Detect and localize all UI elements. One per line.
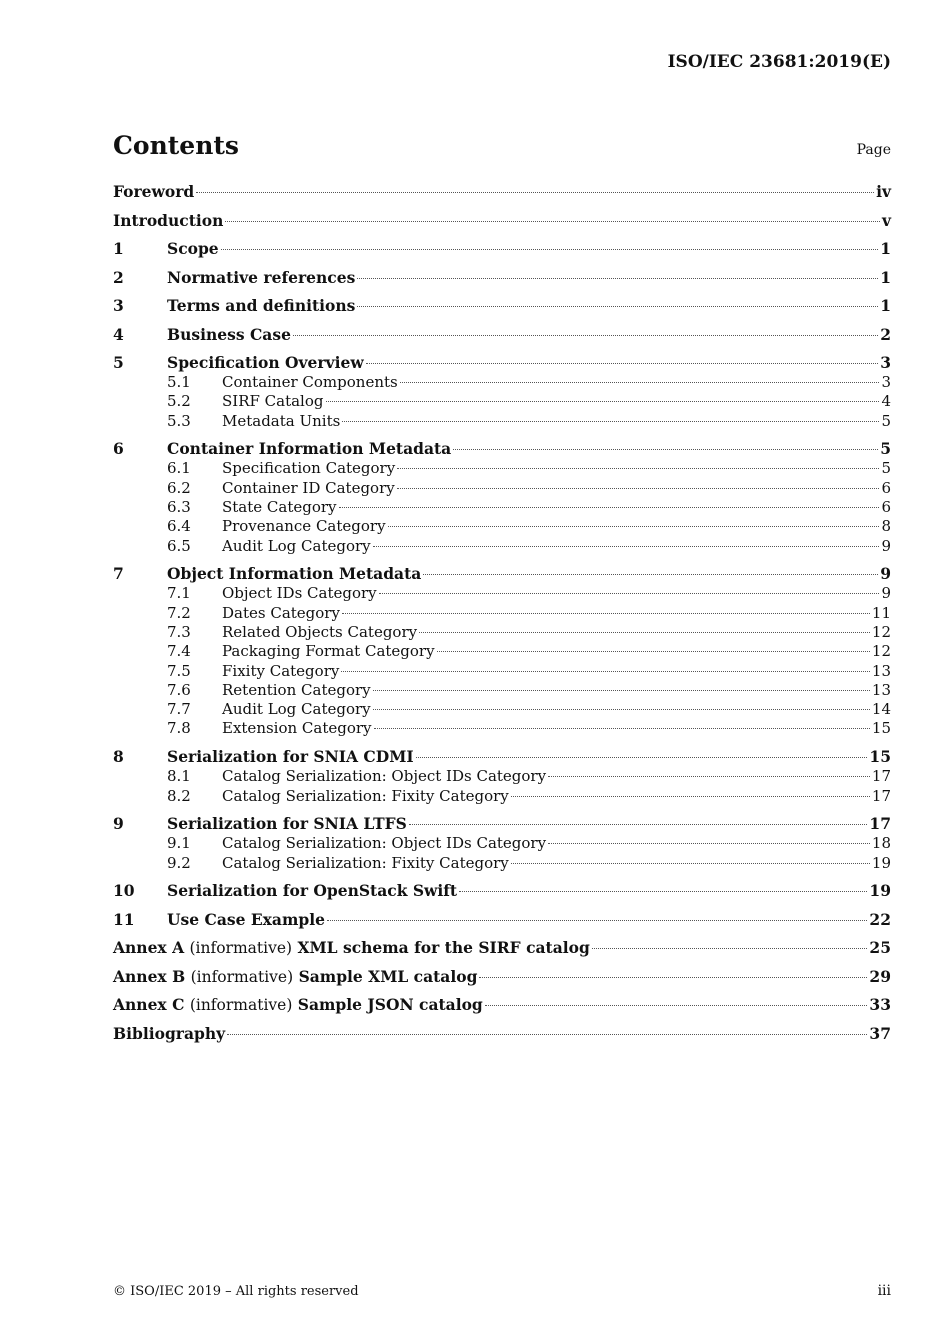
toc-subentry[interactable]: 7.5 Fixity Category 13: [167, 661, 891, 680]
toc-entry-section-10[interactable]: 10 Serialization for OpenStack Swift 19: [113, 881, 891, 901]
toc-subentry[interactable]: 6.4 Provenance Category 8: [167, 517, 891, 536]
table-of-contents: [113, 182, 891, 1044]
toc-entry-section-7[interactable]: 7 Object Information Metadata 9: [113, 564, 891, 584]
toc-subentry[interactable]: 7.1 Object IDs Category 9: [167, 584, 891, 603]
toc-entry-section-6[interactable]: 6 Container Information Metadata 5: [113, 439, 891, 459]
toc-subentry[interactable]: 6.3 State Category 6: [167, 497, 891, 516]
toc-subentry[interactable]: 9.1 Catalog Serialization: Object IDs Category 18: [167, 834, 891, 853]
toc-entry-annex-a[interactable]: Annex A (informative) XML schema for the SIRF catalog 25: [113, 938, 891, 958]
toc-entry-section-11[interactable]: 11 Use Case Example 22: [113, 909, 891, 929]
toc-entry-foreword[interactable]: Foreword iv: [113, 182, 891, 201]
toc-entry-bibliography[interactable]: Bibliography 37: [113, 1023, 891, 1043]
toc-subentry[interactable]: 7.6 Retention Category 13: [167, 680, 891, 699]
toc-entry-normative-references[interactable]: 2 Normative references 1: [113, 267, 891, 287]
toc-subentry[interactable]: 9.2 Catalog Serialization: Fixity Category 19: [167, 853, 891, 872]
toc-subentry[interactable]: 6.1 Specification Category 5: [167, 459, 891, 478]
toc-entry-business-case[interactable]: 4 Business Case 2: [113, 324, 891, 344]
toc-subentry[interactable]: 7.4 Packaging Format Category 12: [167, 642, 891, 661]
toc-subentry[interactable]: 8.2 Catalog Serialization: Fixity Category 17: [167, 786, 891, 805]
toc-entry-introduction[interactable]: Introduction v: [113, 210, 891, 230]
page-title: Contents: [113, 131, 240, 160]
toc-subentry[interactable]: 6.2 Container ID Category 6: [167, 478, 891, 497]
toc-subentry[interactable]: 7.8 Extension Category 15: [167, 719, 891, 738]
toc-entry-terms[interactable]: 3 Terms and definitions 1: [113, 296, 891, 315]
toc-subentry[interactable]: 8.1 Catalog Serialization: Object IDs Category 17: [167, 767, 891, 786]
toc-subentry[interactable]: 5.1 Container Components 3: [167, 373, 891, 391]
toc-entry-section-5[interactable]: 5 Specification Overview 3: [113, 353, 891, 372]
document-id: ISO/IEC 23681:2019(E): [667, 52, 891, 72]
toc-entry-annex-c[interactable]: Annex C (informative) Sample JSON catalog 33: [113, 995, 891, 1015]
toc-entry-annex-b[interactable]: Annex B (informative) Sample XML catalog 29: [113, 966, 891, 986]
toc-subentry[interactable]: 7.3 Related Objects Category 12: [167, 622, 891, 641]
toc-subentry[interactable]: 7.2 Dates Category 11: [167, 603, 891, 622]
toc-entry-section-8[interactable]: 8 Serialization for SNIA CDMI 15: [113, 747, 891, 767]
copyright-notice: © ISO/IEC 2019 – All rights reserved: [113, 1284, 359, 1299]
page-number: iii: [877, 1283, 891, 1299]
toc-entry-section-9[interactable]: 9 Serialization for SNIA LTFS 17: [113, 814, 891, 834]
toc-subentry[interactable]: 7.7 Audit Log Category 14: [167, 700, 891, 719]
toc-subentry[interactable]: 6.5 Audit Log Category 9: [167, 536, 891, 555]
page-column-label: Page: [856, 142, 891, 158]
toc-subentry[interactable]: 5.2 SIRF Catalog 4: [167, 392, 891, 411]
toc-subentry[interactable]: 5.3 Metadata Units 5: [167, 411, 891, 430]
toc-entry-scope[interactable]: 1 Scope 1: [113, 239, 891, 258]
